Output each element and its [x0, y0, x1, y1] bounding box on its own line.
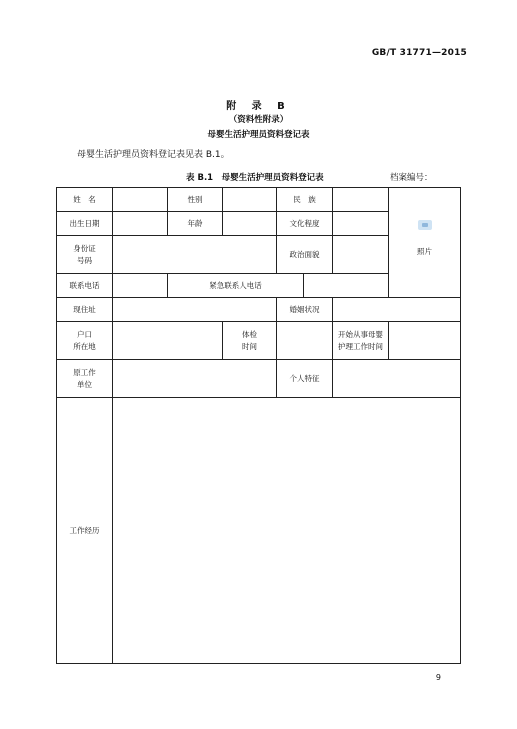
- label-birth-date: 出生日期: [57, 212, 113, 236]
- file-number-label: 档案编号：: [390, 173, 433, 183]
- value-birth-date[interactable]: [113, 212, 168, 236]
- value-work-history[interactable]: [113, 398, 461, 664]
- standard-number: GB/T 31771—2015: [371, 48, 467, 58]
- intro-text: 母婴生活护理员资料登记表见表 B.1。: [77, 150, 230, 160]
- label-marital-status: 婚姻状况: [277, 298, 333, 322]
- value-personal-traits[interactable]: [333, 360, 461, 398]
- label-id-number: 身份证 号码: [57, 236, 113, 274]
- page-number: 9: [435, 673, 441, 682]
- value-emergency-phone[interactable]: [304, 274, 389, 298]
- value-start-time[interactable]: [389, 322, 461, 360]
- value-original-unit[interactable]: [113, 360, 277, 398]
- appendix-subtitle: （资料性附录）: [228, 115, 289, 125]
- label-education: 文化程度: [277, 212, 333, 236]
- label-political-status: 政治面貌: [277, 236, 333, 274]
- value-gender[interactable]: [223, 188, 277, 212]
- registration-form-table: [56, 187, 461, 664]
- table-caption: 表 B.1 母婴生活护理员资料登记表: [186, 173, 324, 183]
- label-gender: 性别: [168, 188, 223, 212]
- label-age: 年龄: [168, 212, 223, 236]
- label-work-history: 工作经历: [57, 398, 113, 664]
- label-phone: 联系电话: [57, 274, 113, 298]
- label-current-address: 现住址: [57, 298, 113, 322]
- label-original-unit: 原工作 单位: [57, 360, 113, 398]
- appendix-title: 附 录 B: [226, 101, 291, 112]
- label-ethnicity: 民 族: [277, 188, 333, 212]
- label-personal-traits: 个人特征: [277, 360, 333, 398]
- label-emergency-phone: 紧急联系人电话: [168, 274, 304, 298]
- label-exam-time: 体检 时间: [223, 322, 277, 360]
- value-marital-status[interactable]: [333, 298, 461, 322]
- photo-label: 照片: [417, 246, 432, 256]
- value-ethnicity[interactable]: [333, 188, 389, 212]
- value-id-number[interactable]: [113, 236, 277, 274]
- value-current-address[interactable]: [113, 298, 277, 322]
- label-hukou: 户口 所在地: [57, 322, 113, 360]
- appendix-name: 母婴生活护理员资料登记表: [207, 130, 310, 140]
- value-hukou[interactable]: [113, 322, 223, 360]
- photo-icon: [418, 220, 432, 230]
- value-political-status[interactable]: [333, 236, 389, 274]
- label-name: 姓 名: [57, 188, 113, 212]
- value-exam-time[interactable]: [277, 322, 333, 360]
- value-education[interactable]: [333, 212, 389, 236]
- value-name[interactable]: [113, 188, 168, 212]
- value-age[interactable]: [223, 212, 277, 236]
- value-phone[interactable]: [113, 274, 168, 298]
- photo-cell[interactable]: [389, 188, 461, 298]
- label-start-time: 开始从事母婴 护理工作时间: [333, 322, 389, 360]
